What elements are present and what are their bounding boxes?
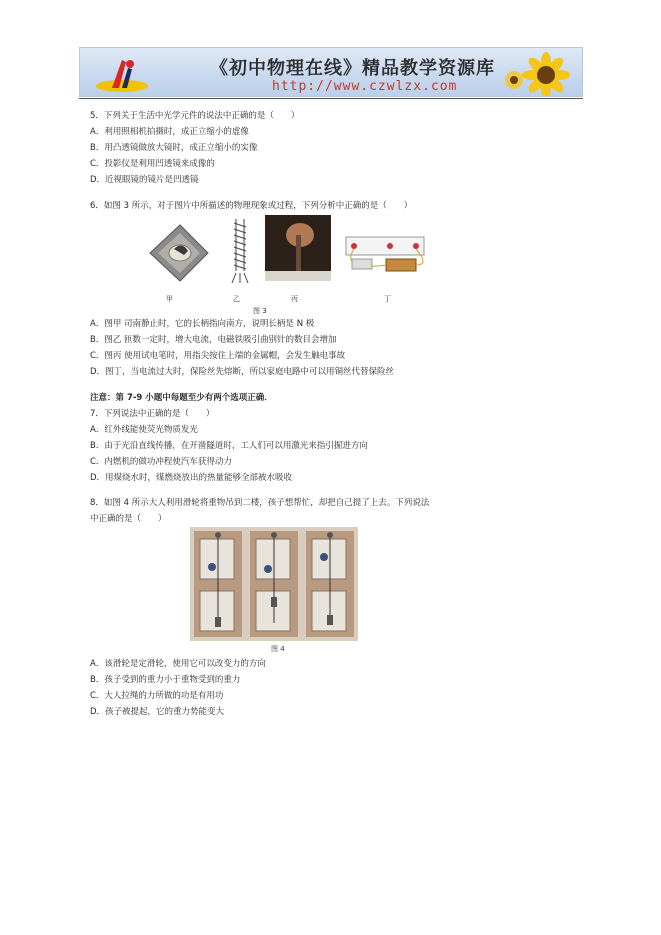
q8-option-c: C．大人拉绳的力所做的功是有用功 <box>90 691 224 701</box>
q5-option-d: D．近视眼镜的镜片是凹透镜 <box>90 175 199 185</box>
figure-3 <box>140 215 430 295</box>
figure-4 <box>190 527 358 641</box>
figure-3-label-bing: 丙 <box>291 295 298 303</box>
q5-option-a: A．利用照相机拍摄时，成正立缩小的虚像 <box>90 127 249 137</box>
q6-option-b: B．图乙 匝数一定时，增大电流，电磁铁吸引曲别针的数目会增加 <box>90 335 337 345</box>
q7-option-b: B．由于光沿直线传播，在开凿隧道时，工人们可以用激光来指引掘进方向 <box>90 441 368 451</box>
q6-option-d: D．图丁，当电流过大时，保险丝先熔断，所以家庭电路中可以用铜丝代替保险丝 <box>90 367 395 377</box>
q8-stem-line1: 8．如图 4 所示大人利用滑轮将重物吊到二楼，孩子想帮忙，却把自己提了上去。下列说法 <box>90 498 430 508</box>
q7-option-d: D．用煤烧水时，煤燃烧放出的热量能够全部被水吸收 <box>90 473 293 483</box>
q7-option-a: A．红外线能使荧光物质发光 <box>90 425 198 435</box>
q5-stem: 5．下列关于生活中光学元件的说法中正确的是（ ） <box>90 111 300 121</box>
figure-3-label-yi: 乙 <box>233 295 240 303</box>
pulley-panel-2 <box>250 531 298 637</box>
figure-3-label-ding: 丁 <box>384 295 391 303</box>
pulley-panel-3 <box>306 531 354 637</box>
fuse-circuit-image <box>346 237 424 271</box>
figure-4-caption: 图 4 <box>271 645 285 653</box>
header-banner <box>79 47 583 97</box>
compass-image <box>150 225 208 281</box>
q5-option-c: C．投影仪是利用凹透镜来成像的 <box>90 159 215 169</box>
q6-option-a: A．图甲 司南静止时，它的长柄指向南方，说明长柄是 N 极 <box>90 319 315 329</box>
site-logo-icon <box>92 54 152 94</box>
q7-stem: 7．下列说法中正确的是（ ） <box>90 409 215 419</box>
banner-title: 《初中物理在线》精品教学资源库 <box>210 58 495 79</box>
multi-answer-note: 注意：第 7-9 小题中每题至少有两个选项正确． <box>90 393 273 403</box>
q7-option-c: C．内燃机的做功冲程使汽车获得动力 <box>90 457 232 467</box>
q6-option-c: C．图丙 使用试电笔时，用指尖按住上端的金属帽，会发生触电事故 <box>90 351 346 361</box>
q8-option-a: A．该滑轮是定滑轮，使用它可以改变力的方向 <box>90 659 266 669</box>
q5-option-b: B．用凸透镜做放大镜时，成正立缩小的实像 <box>90 143 258 153</box>
test-pen-image <box>265 215 331 281</box>
q8-option-b: B．孩子受到的重力小于重物受到的重力 <box>90 675 241 685</box>
sunflower-icon <box>500 50 583 97</box>
figure-3-label-jia: 甲 <box>166 295 173 303</box>
electromagnet-image <box>232 219 248 283</box>
pulley-panel-1 <box>194 531 242 637</box>
q8-option-d: D．孩子被提起，它的重力势能变大 <box>90 707 225 717</box>
figure-3-caption: 图 3 <box>253 307 267 315</box>
banner-divider <box>79 98 583 99</box>
q8-stem-line2: 中正确的是（ ） <box>90 514 167 524</box>
banner-url: http://www.czwlzx.com <box>272 79 458 94</box>
q6-stem: 6．如图 3 所示，对于图片中所描述的物理现象或过程，下列分析中正确的是（ ） <box>90 201 413 211</box>
